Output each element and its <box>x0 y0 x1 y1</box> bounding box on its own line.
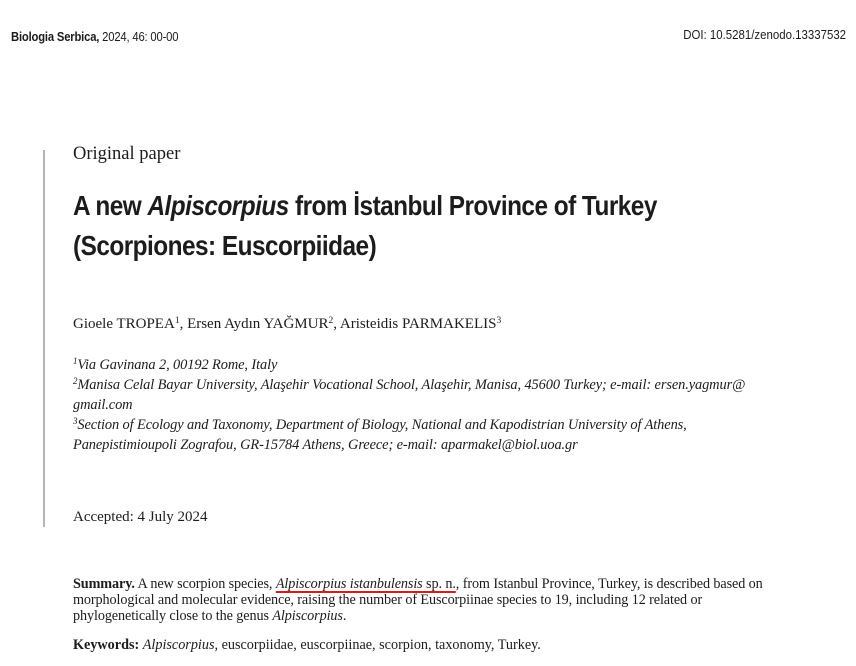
affiliation-sup: 3 <box>73 416 78 426</box>
affiliation-1 <box>73 355 793 375</box>
affiliation-text: Via Gavinana 2, 00192 Rome, Italy <box>77 357 278 373</box>
author-sup: 1 <box>174 316 180 326</box>
keywords-label: Keywords: <box>73 637 140 653</box>
article-type: Original paper <box>73 144 181 164</box>
summary <box>73 576 785 624</box>
doi[interactable]: DOI: 10.5281/zenodo.13337532 <box>683 27 846 42</box>
author: Aristeidis PARMAKELIS <box>339 316 497 332</box>
authors <box>73 316 501 333</box>
summary-end: . <box>342 608 347 624</box>
paper-title <box>73 186 699 266</box>
keyword-genus: Alpiscorpius <box>142 637 215 653</box>
summary-text: , from Istanbul Province, Turkey, is described based on morphological and molecular evidence, raising the number of Euscorpiinae species to 19, including 12 related or phylogenetically close to the genus <box>73 576 763 624</box>
author: Gioele TROPEA <box>73 316 175 332</box>
title-line-2: (Scorpiones: Euscorpiidae) <box>73 230 377 261</box>
author: Ersen Aydın YAĞMUR <box>187 316 329 332</box>
accepted-date: Accepted: 4 July 2024 <box>73 509 208 525</box>
affiliation-sup: 2 <box>73 376 78 386</box>
title-text-1: A new <box>73 190 148 221</box>
journal-citation <box>11 30 178 44</box>
side-rule <box>43 150 45 527</box>
summary-text: A new scorpion species, <box>134 576 276 592</box>
species-name[interactable]: Alpiscorpius istanbulensis <box>275 576 423 592</box>
affiliation-3 <box>73 415 793 455</box>
author-sep: , <box>179 316 188 332</box>
affiliation-text: Section of Ecology and Taxonomy, Department of Biology, National and Kapodistrian University of Athens, Panepistimioupoli Zografou, GR-15784 Athens, Greece; e-mail: aparmakel@biol.uoa.gr <box>73 417 687 453</box>
affiliation-sup: 1 <box>73 356 78 366</box>
keywords <box>73 637 785 653</box>
summary-genus: Alpiscorpius <box>272 608 343 624</box>
author-sep: , <box>333 316 340 332</box>
affiliation-2 <box>73 375 793 415</box>
volume-pages: 2024, 46: 00-00 <box>99 30 179 44</box>
keywords-list: , euscorpiidae, euscorpiinae, scorpion, taxonomy, Turkey. <box>214 637 541 653</box>
title-genus: Alpiscorpius <box>147 190 289 221</box>
title-text-2: from İstanbul Province of Turkey <box>288 190 657 221</box>
summary-label: Summary. <box>73 576 135 592</box>
journal-name: Biologia Serbica, <box>11 30 100 44</box>
author-sup: 3 <box>496 316 502 326</box>
author-sup: 2 <box>328 316 334 326</box>
species-novum: sp. n. <box>422 576 456 592</box>
affiliations <box>73 355 793 455</box>
affiliation-text: Manisa Celal Bayar University, Alaşehir Vocational School, Alaşehir, Manisa, 45600 Turkey; e-mail: ersen.yagmur@ gmail.com <box>73 377 746 413</box>
